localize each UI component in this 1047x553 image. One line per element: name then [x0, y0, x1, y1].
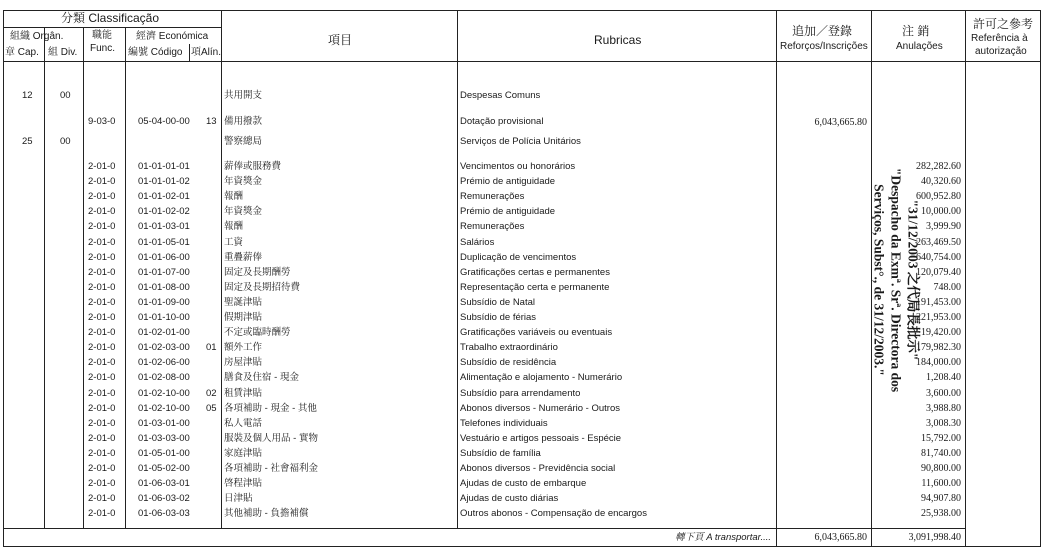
cell-code: 01-02-08-00: [138, 372, 190, 384]
col-sep-economic: [221, 10, 222, 529]
cell-anulacao: 120,079.40: [916, 266, 961, 278]
col-sep-code: [189, 44, 190, 62]
header-ref-zh: 許可之參考: [973, 17, 1034, 31]
cell-code: 01-03-01-00: [138, 417, 190, 429]
cell-anulacao: 10,000.00: [921, 206, 961, 218]
header-alin: 項Alín.: [191, 47, 222, 58]
cell-func: 2-01-0: [88, 493, 116, 505]
cell-code: 01-03-03-00: [138, 432, 190, 444]
cell-anulacao: 94,907.80: [921, 493, 961, 505]
header-bottom-rule: [3, 61, 1041, 62]
cell-rubrica: Subsídio de família: [460, 447, 541, 459]
cell-rubrica: Vestuário e artigos pessoais - Espécie: [460, 432, 622, 444]
header-anulacoes-pt: Anulações: [896, 41, 943, 52]
cell-func: 2-01-0: [88, 296, 116, 308]
cell-code: 01-01-02-02: [138, 206, 190, 218]
col-sep-func: [125, 27, 126, 529]
cell-rubrica: Remunerações: [460, 191, 525, 203]
cell-code: 01-06-03-02: [138, 493, 190, 505]
authorization-line-3: Serviços, Subst°., de 31/12/2003.": [871, 184, 887, 376]
cell-rubrica: Abonos diversos - Previdência social: [460, 463, 616, 474]
cell-rubrica: Prémio de antiguidade: [460, 206, 556, 218]
cell-code: 01-05-01-00: [138, 447, 190, 459]
cell-rubrica: Subsídio de Natal: [460, 296, 535, 308]
cell-func: 2-01-0: [88, 357, 116, 369]
cell-code: 01-01-01-01: [138, 161, 190, 172]
cell-item-zh: 日津貼: [224, 493, 253, 505]
cell-func: 2-01-0: [88, 236, 116, 248]
cell-anulacao: 40,320.60: [921, 176, 961, 188]
header-organ: 組織 Orgân.: [10, 31, 64, 42]
cell-item-zh: 固定及長期酬勞: [224, 266, 291, 278]
cell-func: 2-01-0: [88, 402, 116, 414]
col-sep-reforcos: [776, 10, 777, 547]
footer-bottom-rule: [3, 546, 1041, 547]
cell-code: 01-02-10-00: [138, 402, 190, 414]
cell-item-zh: 聖誕津貼: [224, 296, 263, 308]
cell-func: 2-01-0: [88, 342, 116, 354]
cell-code: 01-05-02-00: [138, 463, 190, 474]
cell-item-zh: 工資: [224, 236, 244, 248]
cell-rubrica: Salários: [460, 236, 495, 248]
cell-code: 01-02-01-00: [138, 327, 190, 339]
cell-rubrica: Gratificações variáveis ou eventuais: [460, 327, 613, 339]
cell-func: 2-01-0: [88, 478, 116, 490]
cell-rubrica: Despesas Comuns: [460, 90, 541, 101]
header-ref-pt1: Referência à: [971, 33, 1028, 44]
cell-anulacao: 221,953.00: [916, 312, 961, 323]
header-reforcos-zh: 追加／登錄: [792, 24, 853, 38]
cell-code: 01-02-03-00: [138, 342, 190, 354]
cell-item-zh: 報酬: [224, 221, 244, 233]
cell-func: 2-01-0: [88, 161, 116, 172]
cell-func: 2-01-0: [88, 508, 116, 520]
authorization-line-1: "31/12/2003 之代局長批示": [905, 199, 921, 361]
cell-rubrica: Gratificações certas e permanentes: [460, 266, 610, 278]
cell-func: 2-01-0: [88, 432, 116, 444]
right-border: [1040, 10, 1041, 547]
cell-rubrica: Subsídio de residência: [460, 357, 557, 369]
cell-anulacao: 282,282.60: [916, 161, 961, 172]
cell-item-zh: 私人電話: [224, 417, 263, 429]
header-ref-pt2: autorização: [975, 46, 1027, 57]
cell-rubrica: Representação certa e permanente: [460, 281, 610, 293]
cell-rubrica: Telefones individuais: [460, 417, 548, 429]
cell-func: 2-01-0: [88, 417, 116, 429]
cell-anulacao: 25,938.00: [921, 508, 961, 520]
cell-alin: 13: [206, 116, 217, 127]
cell-anulacao: 184,000.00: [916, 357, 961, 369]
cell-func: 2-01-0: [88, 327, 116, 339]
cell-func: 2-01-0: [88, 447, 116, 459]
cell-anulacao: 11,600.00: [921, 478, 961, 490]
header-func-zh: 職能: [92, 30, 112, 41]
cell-code: 01-01-08-00: [138, 281, 190, 293]
cell-code: 05-04-00-00: [138, 116, 190, 127]
cell-anulacao: 1,208.40: [926, 372, 961, 384]
cell-func: 2-01-0: [88, 221, 116, 233]
header-anulacoes-zh: 注 銷: [902, 24, 930, 38]
cell-item-zh: 其他補助 - 負擔補償: [224, 508, 309, 520]
header-func-pt: Func.: [90, 43, 116, 54]
cell-item-zh: 各項補助 - 社會福利金: [224, 463, 318, 474]
cell-rubrica: Ajudas de custo de embarque: [460, 478, 587, 490]
cell-item-zh: 租賃津貼: [224, 387, 263, 399]
cell-func: 2-01-0: [88, 372, 116, 384]
cell-anulacao: 3,008.30: [926, 417, 961, 429]
cell-rubrica: Abonos diversos - Numerário - Outros: [460, 402, 620, 414]
cell-anulacao: 191,453.00: [916, 296, 961, 308]
cell-alin: 05: [206, 402, 217, 414]
cell-func: 2-01-0: [88, 191, 116, 203]
cell-item-zh: 警察總局: [224, 136, 263, 147]
cell-anulacao: 3,999.90: [926, 221, 961, 233]
footer-anulacoes-total: 3,091,998.40: [908, 532, 961, 543]
left-border: [3, 10, 4, 547]
cell-item-zh: 重疊薪俸: [224, 251, 263, 263]
cell-func: 9-03-0: [88, 116, 116, 127]
cell-anulacao: 3,600.00: [926, 387, 961, 399]
cell-rubrica: Duplicação de vencimentos: [460, 251, 577, 263]
cell-item-zh: 年資獎金: [224, 176, 263, 188]
cell-code: 01-02-06-00: [138, 357, 190, 369]
header-code: 編號 Código: [128, 47, 183, 58]
cell-rubrica: Remunerações: [460, 221, 525, 233]
cell-anulacao: 263,469.50: [916, 236, 961, 248]
cell-rubrica: Subsídio para arrendamento: [460, 387, 581, 399]
header-reforcos-pt: Reforços/Inscrições: [780, 41, 868, 52]
cell-anulacao: 748.00: [933, 281, 961, 293]
cell-item-zh: 房屋津貼: [224, 357, 263, 369]
cell-item-zh: 共用開支: [224, 90, 263, 101]
cell-div: 00: [60, 90, 71, 101]
footer-reforcos-total: 6,043,665.80: [814, 532, 867, 543]
cell-item-zh: 不定或臨時酬勞: [224, 327, 291, 339]
cell-code: 01-01-07-00: [138, 266, 190, 278]
header-economic: 經濟 Económica: [136, 31, 209, 42]
cell-item-zh: 年資獎金: [224, 206, 263, 218]
cell-item-zh: 啓程津貼: [224, 478, 263, 490]
cell-rubrica: Serviços de Polícia Unitários: [460, 136, 581, 147]
cell-anulacao: 15,792.00: [921, 432, 961, 444]
cell-anulacao: 640,754.00: [916, 251, 961, 263]
cell-code: 01-01-02-01: [138, 191, 190, 203]
cell-cap: 12: [22, 90, 33, 101]
cell-rubrica: Subsídio de férias: [460, 312, 537, 323]
cell-code: 01-01-01-02: [138, 176, 190, 188]
cell-rubrica: Outros abonos - Compensação de encargos: [460, 508, 647, 520]
cell-code: 01-01-10-00: [138, 312, 190, 323]
cell-item-zh: 假期津貼: [224, 312, 263, 323]
cell-rubrica: Dotação provisional: [460, 116, 544, 127]
header-rubricas: Rubricas: [594, 33, 642, 47]
cell-rubrica: Prémio de antiguidade: [460, 176, 556, 188]
cell-code: 01-06-03-03: [138, 508, 190, 520]
cell-anulacao: 179,982.30: [916, 342, 961, 354]
footer-top-rule: [3, 528, 966, 529]
cell-anulacao: 81,740.00: [921, 447, 961, 459]
cell-anulacao: 3,988.80: [926, 402, 961, 414]
authorization-line-2: "Despacho da Exmª. Srª. Directora dos: [888, 167, 904, 393]
footer-transport-label: 轉下頁 A transportar....: [675, 532, 771, 543]
cell-code: 01-01-03-01: [138, 221, 190, 233]
cell-rubrica: Ajudas de custo diárias: [460, 493, 559, 505]
col-sep-cap: [44, 27, 45, 529]
cell-func: 2-01-0: [88, 266, 116, 278]
cell-item-zh: 服裝及個人用品 - 實物: [224, 432, 318, 444]
cell-rubrica: Vencimentos ou honorários: [460, 161, 576, 172]
cell-func: 2-01-0: [88, 251, 116, 263]
cell-alin: 02: [206, 387, 217, 399]
header-div: 組 Div.: [48, 47, 78, 58]
header-item-zh: 項目: [328, 33, 353, 47]
cell-func: 2-01-0: [88, 387, 116, 399]
col-sep-div: [83, 27, 84, 529]
cell-func: 2-01-0: [88, 176, 116, 188]
cell-anulacao: 600,952.80: [916, 191, 961, 203]
header-cap: 章 Cap.: [5, 47, 39, 58]
col-sep-rubricas: [457, 10, 458, 529]
cell-code: 01-01-06-00: [138, 251, 190, 263]
cell-item-zh: 報酬: [224, 191, 244, 203]
cell-item-zh: 固定及長期招待費: [224, 281, 301, 293]
cell-func: 2-01-0: [88, 281, 116, 293]
cell-item-zh: 各項補助 - 現金 - 其他: [224, 402, 317, 414]
cell-item-zh: 薪俸或服務費: [224, 161, 282, 172]
cell-anulacao: 90,800.00: [921, 463, 961, 474]
classification-subrule: [3, 27, 221, 28]
cell-item-zh: 膳食及住宿 - 現金: [224, 372, 299, 384]
cell-anulacao: 19,420.00: [921, 327, 961, 339]
cell-item-zh: 家庭津貼: [224, 447, 263, 459]
cell-item-zh: 備用撥款: [224, 116, 263, 127]
cell-rubrica: Trabalho extraordinário: [460, 342, 558, 354]
cell-func: 2-01-0: [88, 463, 116, 474]
cell-item-zh: 額外工作: [224, 342, 263, 354]
cell-alin: 01: [206, 342, 217, 354]
cell-rubrica: Alimentação e alojamento - Numerário: [460, 372, 623, 384]
cell-func: 2-01-0: [88, 206, 116, 218]
cell-code: 01-01-05-01: [138, 236, 190, 248]
cell-func: 2-01-0: [88, 312, 116, 323]
cell-cap: 25: [22, 136, 33, 147]
col-sep-ref: [965, 10, 966, 547]
header-classification: 分類 Classificação: [61, 11, 160, 25]
cell-div: 00: [60, 136, 71, 147]
cell-code: 01-02-10-00: [138, 387, 190, 399]
cell-code: 01-01-09-00: [138, 296, 190, 308]
cell-code: 01-06-03-01: [138, 478, 190, 490]
cell-reforco: 6,043,665.80: [814, 117, 867, 128]
